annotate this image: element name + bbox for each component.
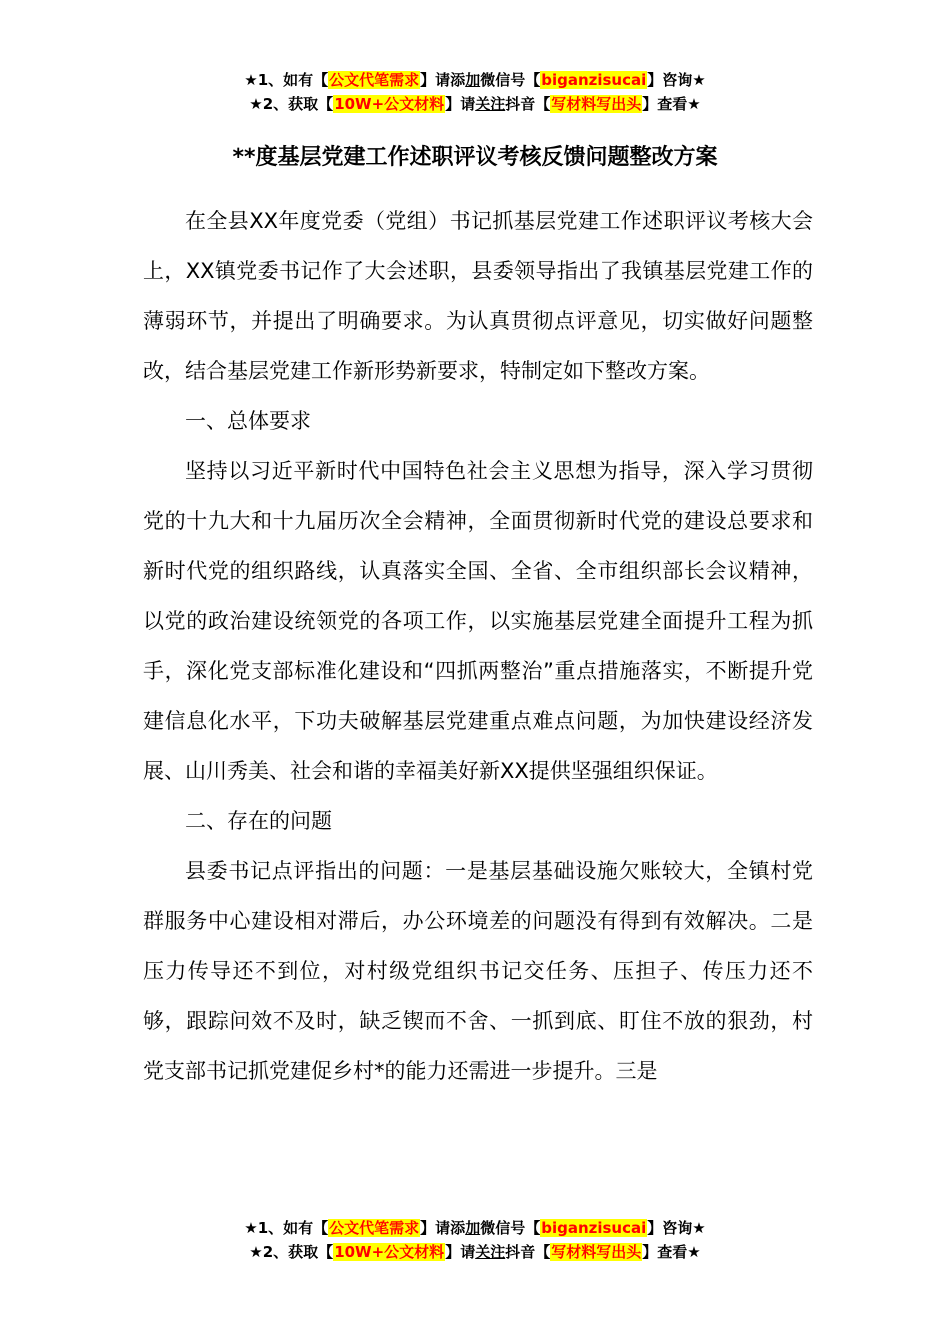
document-title: **度基层党建工作述职评议考核反馈问题整改方案 (232, 145, 718, 170)
banner-line-2 (0, 1240, 950, 1264)
document-body (143, 196, 813, 1096)
banner-text: 抖音【 (505, 1243, 551, 1261)
banner-text: ★2、获取【 (249, 1243, 334, 1261)
banner-highlight: 公文代笔需求 (329, 71, 420, 89)
banner-highlight: 公文代笔需求 (329, 1219, 420, 1237)
banner-line-1 (0, 68, 950, 92)
banner-text: ★1、如有【 (244, 1219, 329, 1237)
banner-text: ★1、如有【 (244, 71, 329, 89)
banner-wechat-id: biganzisucai (541, 1219, 647, 1237)
banner-text: 】咨询★ (647, 1219, 706, 1237)
banner-text: 微信号【 (480, 1219, 541, 1237)
banner-text: 】查看★ (642, 1243, 701, 1261)
banner-underlined: 加 (465, 71, 481, 89)
banner-underlined: 关注 (475, 95, 506, 113)
header-banner (0, 68, 950, 116)
banner-text: 】咨询★ (647, 71, 706, 89)
banner-wechat-id: biganzisucai (541, 71, 647, 89)
banner-text: 】请 (445, 1243, 476, 1261)
body-paragraph: 坚持以习近平新时代中国特色社会主义思想为指导，深入学习贯彻党的十九大和十九届历次全会精神，全面贯彻新时代党的建设总要求和新时代党的组织路线，认真落实全国、全省、全市组织部长会议精神，以党的政治建设统领党的各项工作，以实施基层党建全面提升工程为抓手，深化党支部标准化建设和“四抓两整治”重点措施落实，不断提升党建信息化水平，下功夫破解基层党建重点难点问题，为加快建设经济发展、山川秀美、社会和谐的幸福美好新XX提供坚强组织保证。 (143, 459, 813, 783)
banner-text: 】请添 (420, 71, 466, 89)
banner-line-2 (0, 92, 950, 116)
banner-highlight: 10W+公文材料 (334, 95, 445, 113)
banner-text: ★2、获取【 (249, 95, 334, 113)
banner-douyin-account: 写材料写出头 (551, 1243, 642, 1261)
banner-underlined: 关注 (475, 1243, 506, 1261)
section-heading-overall-requirements: 一、总体要求 (185, 409, 311, 433)
banner-underlined: 加 (465, 1219, 481, 1237)
banner-douyin-account: 写材料写出头 (551, 95, 642, 113)
footer-banner (0, 1216, 950, 1264)
banner-text: 】请添 (420, 1219, 466, 1237)
banner-text: 】查看★ (642, 95, 701, 113)
intro-paragraph: 在全县XX年度党委（党组）书记抓基层党建工作述职评议考核大会上，XX镇党委书记作了大会述职，县委领导指出了我镇基层党建工作的薄弱环节，并提出了明确要求。为认真贯彻点评意见，切实做好问题整改，结合基层党建工作新形势新要求，特制定如下整改方案。 (143, 209, 813, 383)
banner-highlight: 10W+公文材料 (334, 1243, 445, 1261)
body-paragraph: 县委书记点评指出的问题：一是基层基础设施欠账较大，全镇村党群服务中心建设相对滞后，办公环境差的问题没有得到有效解决。二是压力传导还不到位，对村级党组织书记交任务、压担子、传压力还不够，跟踪问效不及时，缺乏锲而不舍、一抓到底、盯住不放的狠劲，村党支部书记抓党建促乡村*的能力还需进一步提升。三是 (143, 859, 813, 1083)
section-heading-existing-problems: 二、存在的问题 (185, 809, 332, 833)
banner-text: 】请 (445, 95, 476, 113)
banner-text: 微信号【 (480, 71, 541, 89)
banner-text: 抖音【 (505, 95, 551, 113)
banner-line-1 (0, 1216, 950, 1240)
